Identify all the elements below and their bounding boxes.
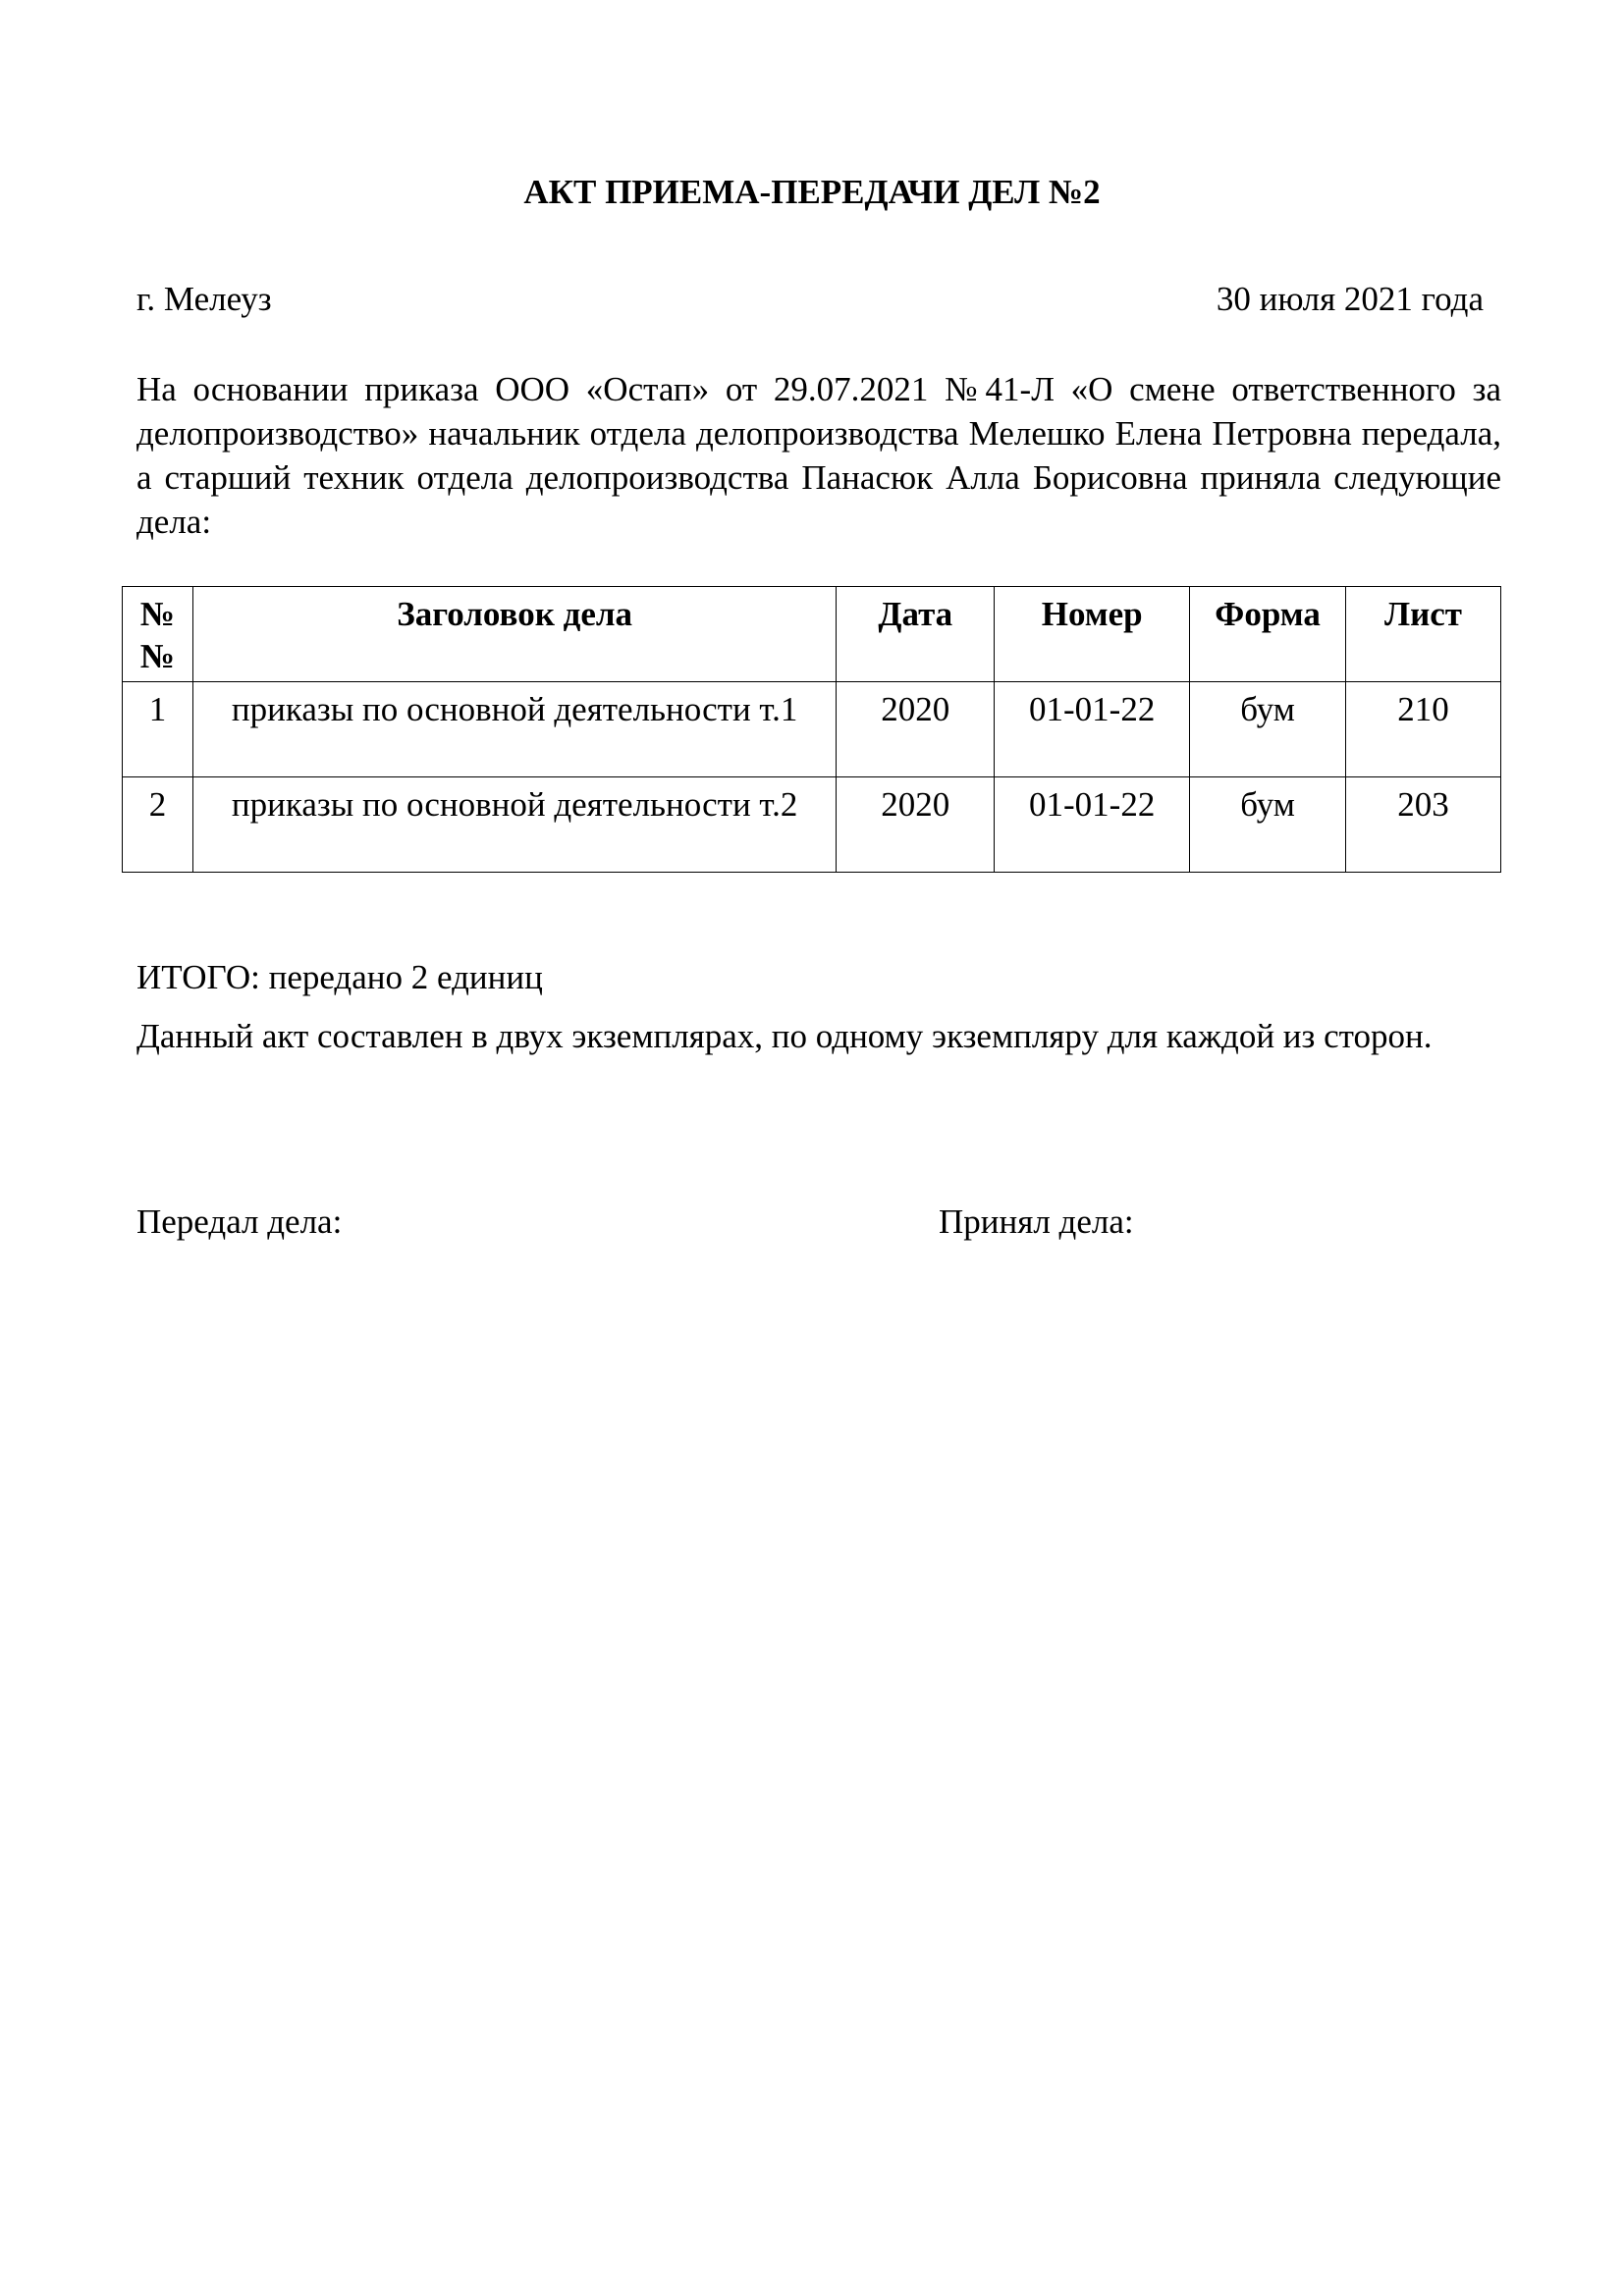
row-form: бум xyxy=(1190,682,1346,777)
table-row xyxy=(123,777,1501,873)
header-title: Заголовок дела xyxy=(192,587,836,682)
row-sheet: 203 xyxy=(1346,777,1501,873)
header-date: Дата xyxy=(837,587,995,682)
document-city: г. Мелеуз xyxy=(136,280,272,318)
row-title: приказы по основной деятельности т.2 xyxy=(192,777,836,873)
total-line: ИТОГО: передано 2 единиц xyxy=(136,958,543,996)
row-date: 2020 xyxy=(837,682,995,777)
row-number: 01-01-22 xyxy=(995,777,1190,873)
row-num: 1 xyxy=(123,682,193,777)
row-date: 2020 xyxy=(837,777,995,873)
table-header-row xyxy=(123,587,1501,682)
signature-transferred: Передал дела: xyxy=(136,1202,343,1241)
row-num: 2 xyxy=(123,777,193,873)
document-date: 30 июля 2021 года xyxy=(1216,280,1484,318)
header-num: № № xyxy=(123,587,193,682)
document-title: АКТ ПРИЕМА-ПЕРЕДАЧИ ДЕЛ №2 xyxy=(523,173,1101,211)
intro-paragraph: На основании приказа ООО «Остап» от 29.07.2021 №41-Л «О смене ответственного за делопроизводство» начальник отдела делопроизводства Мелешко Елена Петровна передала, а старший техник отдела делопроизводства Панасюк Алла Борисовна приняла следующие дела: xyxy=(136,370,1501,541)
row-number: 01-01-22 xyxy=(995,682,1190,777)
header-form: Форма xyxy=(1190,587,1346,682)
signature-received: Принял дела: xyxy=(939,1202,1134,1241)
row-form: бум xyxy=(1190,777,1346,873)
table-row xyxy=(123,682,1501,777)
row-title: приказы по основной деятельности т.1 xyxy=(192,682,836,777)
row-sheet: 210 xyxy=(1346,682,1501,777)
place-date-line xyxy=(136,276,1484,323)
header-sheet: Лист xyxy=(1346,587,1501,682)
cases-table xyxy=(122,586,1501,873)
header-number: Номер xyxy=(995,587,1190,682)
copies-note: Данный акт составлен в двух экземплярах, по одному экземпляру для каждой из сторон. xyxy=(136,1017,1433,1055)
